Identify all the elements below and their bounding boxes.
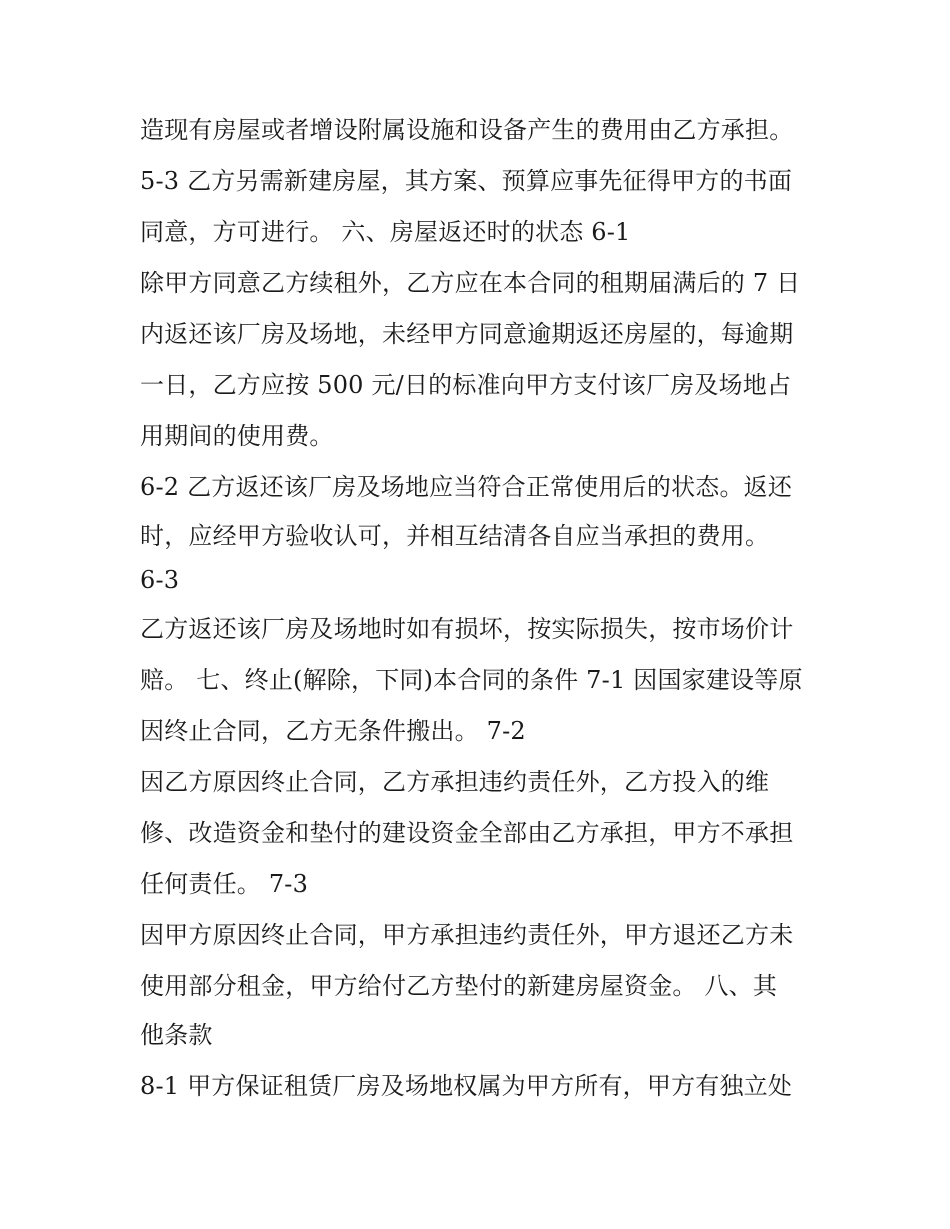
- text-line-8: 6-2 乙方返还该厂房及场地应当符合正常使用后的状态。返还: [140, 473, 793, 501]
- text-line-19: 他条款: [140, 1021, 213, 1049]
- text-line-15: 修、改造资金和垫付的建设资金全部由乙方承担，甲方不承担: [140, 819, 794, 847]
- text-line-6: 一日，乙方应按 500 元/日的标准向甲方支付该厂房及场地占: [140, 371, 792, 399]
- text-line-11: 乙方返还该厂房及场地时如有损坏，按实际损失，按市场价计: [140, 615, 794, 643]
- text-line-14: 因乙方原因终止合同，乙方承担违约责任外，乙方投入的维: [140, 768, 770, 796]
- text-line-18: 使用部分租金，甲方给付乙方垫付的新建房屋资金。 八、其: [140, 972, 778, 1000]
- text-line-5: 内返还该厂房及场地，未经甲方同意逾期返还房屋的，每逾期: [140, 320, 794, 348]
- text-line-9: 时，应经甲方验收认可，并相互结清各自应当承担的费用。: [140, 522, 770, 550]
- text-line-1: 造现有房屋或者增设附属设施和设备产生的费用由乙方承担。: [140, 116, 794, 144]
- text-line-17: 因甲方原因终止合同，甲方承担违约责任外，甲方退还乙方未: [140, 921, 794, 949]
- text-line-16: 任何责任。 7-3: [140, 870, 309, 898]
- text-line-20: 8-1 甲方保证租赁厂房及场地权属为甲方所有，甲方有独立处: [140, 1072, 793, 1100]
- text-line-7: 用期间的使用费。: [140, 422, 334, 450]
- text-line-12: 赔。 七、终止(解除，下同)本合同的条件 7-1 因国家建设等原: [140, 666, 803, 694]
- text-line-3: 同意，方可进行。 六、房屋返还时的状态 6-1: [140, 218, 631, 246]
- text-line-10: 6-3: [140, 566, 180, 594]
- text-line-2: 5-3 乙方另需新建房屋，其方案、预算应事先征得甲方的书面: [140, 167, 793, 195]
- text-line-4: 除甲方同意乙方续租外，乙方应在本合同的租期届满后的 7 日: [140, 269, 801, 297]
- text-line-13: 因终止合同，乙方无条件搬出。 7-2: [140, 717, 526, 745]
